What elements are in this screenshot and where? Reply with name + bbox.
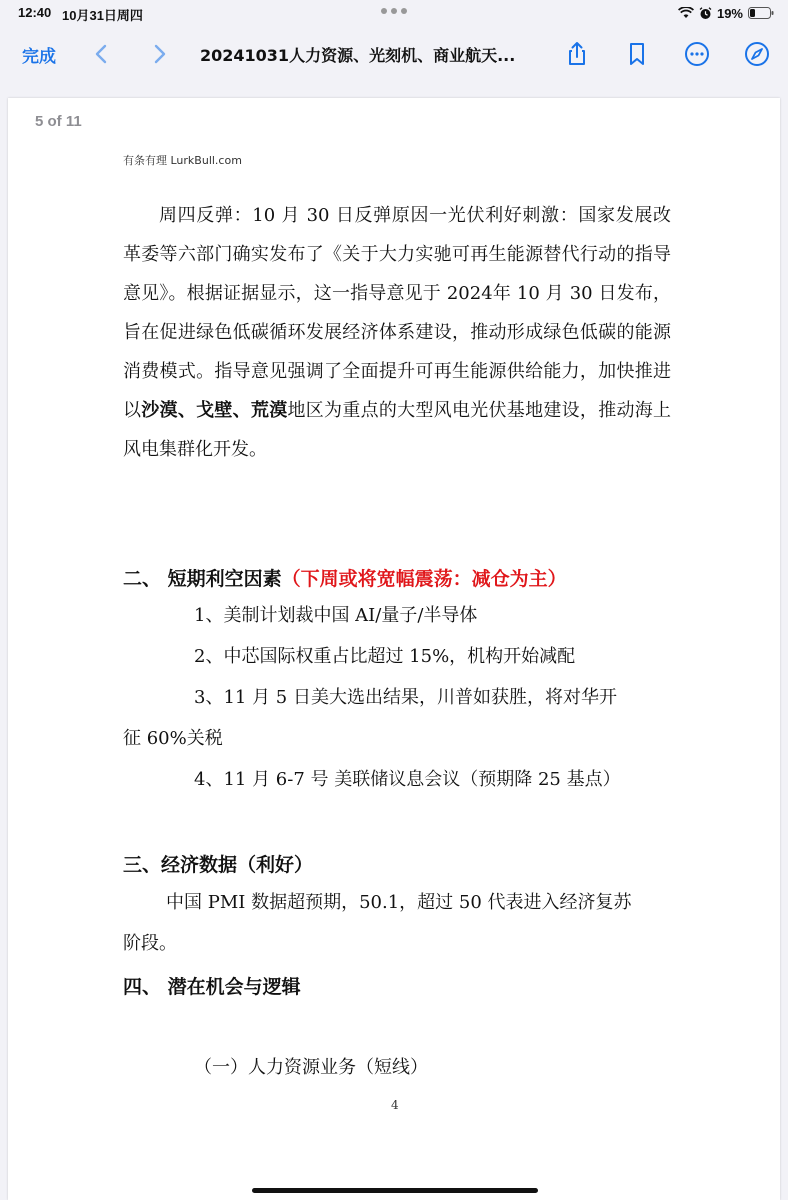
section2-heading <box>123 564 567 591</box>
section2-red-note: （下周或将宽幅震荡：减仓为主） <box>281 568 567 590</box>
compass-icon[interactable] <box>743 40 771 68</box>
multitasking-dots-icon[interactable] <box>380 7 408 15</box>
para1-line: 面提升可再生能源供给能力，加快推进以 <box>123 361 672 421</box>
section4-heading: 四、 潜在机会与逻辑 <box>123 976 301 998</box>
more-options-icon[interactable] <box>683 40 711 68</box>
done-button[interactable]: 完成 <box>22 47 56 67</box>
para1-line: 设，推动形成绿色低碳的能源消费模式。指导意见强调了全 <box>123 322 672 382</box>
home-indicator[interactable] <box>252 1188 538 1193</box>
status-right <box>678 4 774 22</box>
wifi-icon <box>678 7 694 19</box>
page-indicator: 5 of 11 <box>35 113 82 130</box>
bookmark-icon[interactable] <box>623 40 651 68</box>
section3-line: 阶段。 <box>123 933 177 954</box>
list-item: 3、11 月 5 日美大选出结果，川普如获胜，将对华开 <box>194 687 617 708</box>
section4-subtitle: （一）人力资源业务（短线） <box>194 1057 428 1078</box>
top-toolbar <box>0 26 788 82</box>
list-item: 4、11 月 6-7 号 美联储议息会议（预期降 25 基点） <box>194 769 621 790</box>
list-item: 1、美制计划裁中国 AI/量子/半导体 <box>194 605 478 626</box>
chevron-left-icon[interactable] <box>88 40 116 68</box>
section3-line: 中国 PMI 数据超预期，50.1，超过 50 代表进入经济复苏 <box>166 892 632 913</box>
para1-line: 地区为重点的大型风电光伏基地建设，推动海上风电集群化 <box>123 400 672 460</box>
paragraph-rebound <box>123 196 671 469</box>
document-header: 有条有理 LurkBull.com <box>123 154 242 167</box>
list-item: 征 60%关税 <box>123 728 223 749</box>
document-title: 20241031人力资源、光刻机、商业航天... <box>200 46 516 65</box>
section3-heading: 三、经济数据（利好） <box>123 854 314 876</box>
status-date: 10月31日周四 <box>62 8 143 23</box>
section2-title: 二、 短期利空因素 <box>123 568 282 590</box>
chevron-right-icon[interactable] <box>145 40 173 68</box>
para1-line: 周四反弹：10 月 30 日反弹原因一光伏利好刺激：国家 <box>159 205 616 226</box>
share-icon[interactable] <box>563 40 591 68</box>
status-time: 12:40 <box>18 5 52 20</box>
alarm-clock-icon <box>699 7 712 20</box>
status-bar <box>0 0 788 26</box>
document-page[interactable] <box>8 98 780 1200</box>
para1-line: 开发。 <box>213 439 267 460</box>
para1-line: 年 10 月 30 日发布，旨在促进绿色低碳循环发展经济体系建 <box>123 283 671 343</box>
battery-percent: 19% <box>716 5 743 21</box>
para1-line: 发展改革委等六部门确实发布了《关于大力实驰可再生能源 <box>123 205 671 265</box>
battery-icon <box>748 7 774 19</box>
page-number: 4 <box>391 1098 399 1112</box>
list-item: 2、中芯国际权重占比超过 15%，机构开始减配 <box>194 646 576 667</box>
para1-line: 替代行动的指导意见》。根据证据显示，这一指导意见于 2024 <box>123 244 671 304</box>
para1-bold-text: 沙漠、戈壁、荒漠 <box>141 400 288 421</box>
